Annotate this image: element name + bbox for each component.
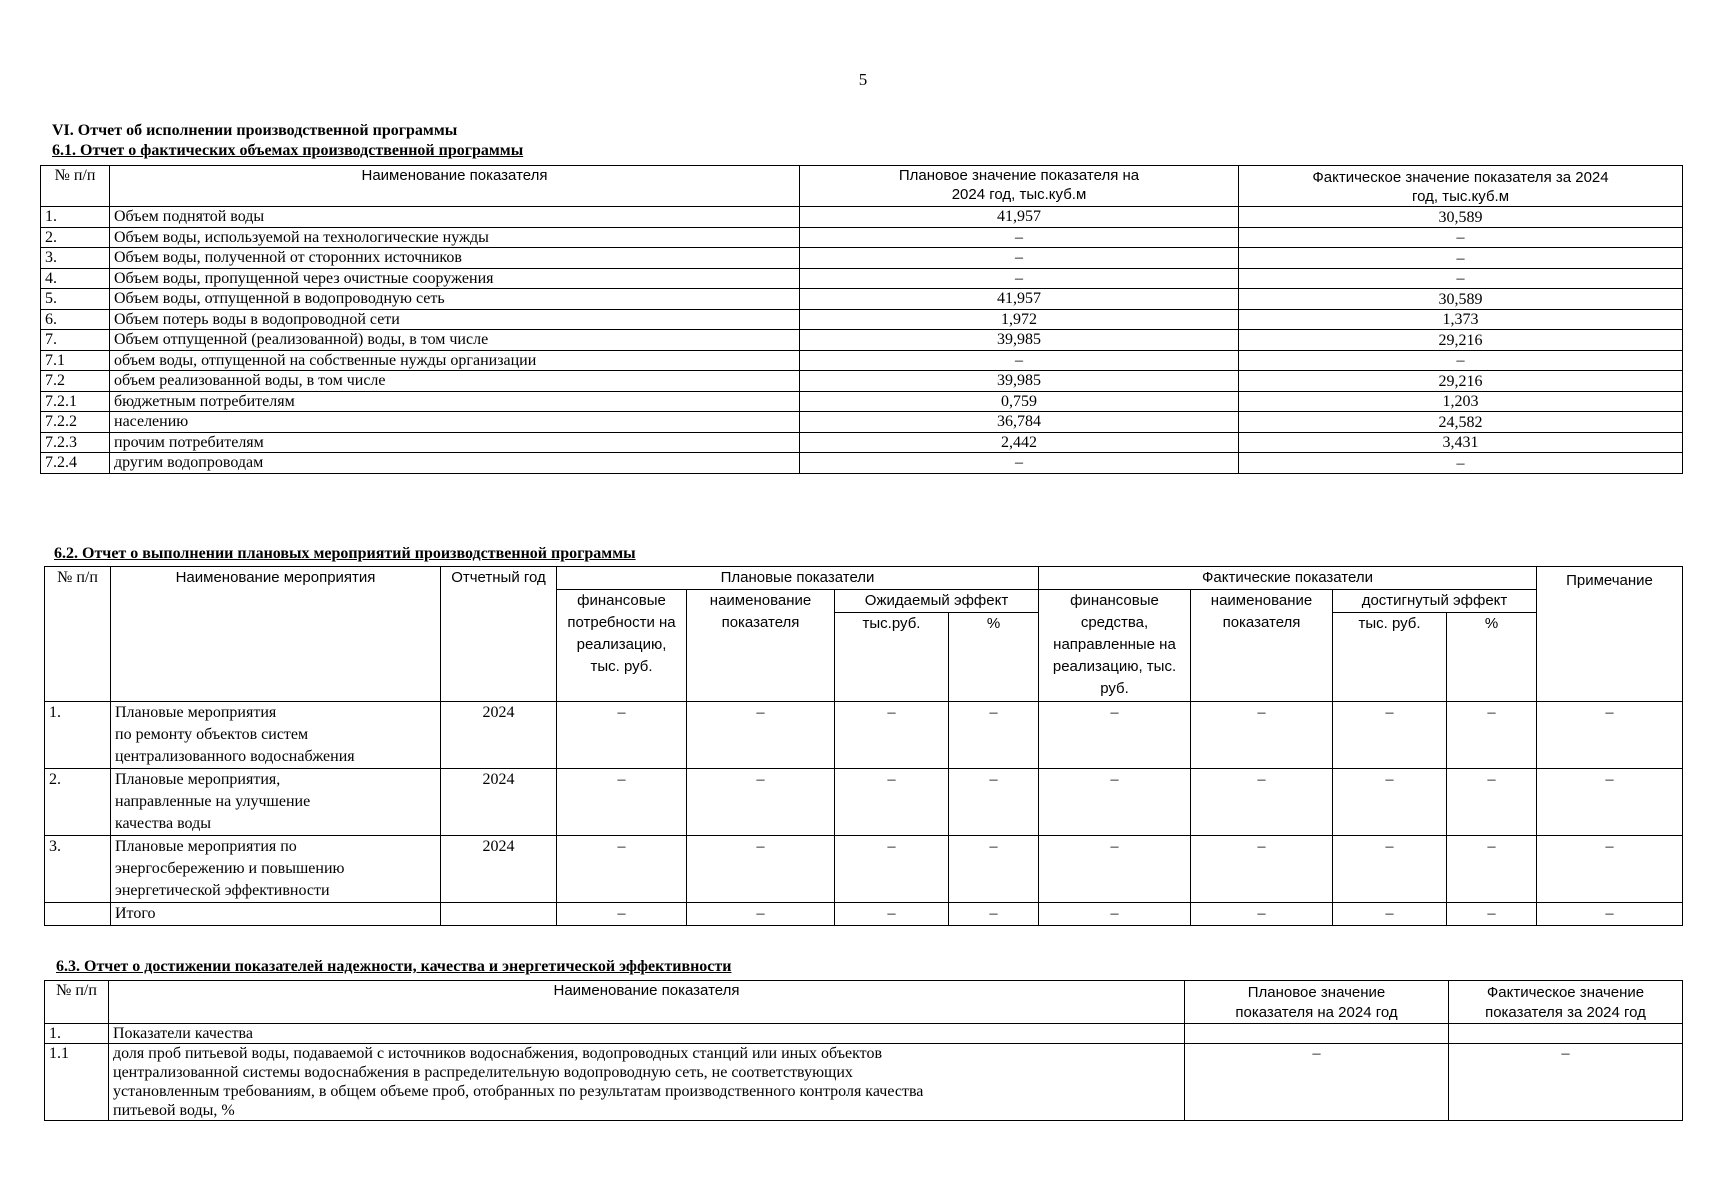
row-num: 3. [41, 248, 110, 269]
section-title: VI. Отчет об исполнении производственной программы [52, 122, 458, 139]
row-num: 1. [45, 702, 111, 769]
row-num: 1. [45, 1024, 109, 1044]
row-name: Объем воды, полученной от сторонних источников [110, 248, 800, 269]
row-fact: – [1239, 248, 1683, 269]
row-plan: – [800, 268, 1239, 289]
header-num: № п/п [45, 567, 111, 702]
table-row [41, 289, 1683, 310]
table-header-row [41, 166, 1683, 207]
row-plan [1185, 1024, 1449, 1044]
row-fact: 1,203 [1239, 391, 1683, 412]
row-name: Объем потерь воды в водопроводной сети [110, 309, 800, 330]
row-cell: – [1537, 769, 1683, 836]
table-row [41, 391, 1683, 412]
table-row [41, 309, 1683, 330]
row-plan: 41,957 [800, 289, 1239, 310]
table-row [41, 227, 1683, 248]
row-name: Объем воды, отпущенной в водопроводную сеть [110, 289, 800, 310]
total-cell: – [1447, 903, 1537, 926]
row-num: 5. [41, 289, 110, 310]
row-cell: – [949, 836, 1039, 903]
row-fact: 24,582 [1239, 412, 1683, 433]
row-cell: – [1537, 702, 1683, 769]
row-year: 2024 [441, 702, 557, 769]
total-cell: – [835, 903, 949, 926]
row-name [111, 769, 441, 836]
row-cell: – [557, 836, 687, 903]
row-name: населению [110, 412, 800, 433]
total-row [45, 903, 1683, 926]
row-name-line: централизованного водоснабжения [115, 748, 355, 765]
row-plan: 0,759 [800, 391, 1239, 412]
header-num: № п/п [41, 166, 110, 207]
table-header-row [45, 567, 1683, 590]
row-name: бюджетным потребителям [110, 391, 800, 412]
header-fact-fin: финансовые средства, направленные на реализацию, тыс. руб. [1039, 590, 1191, 702]
header-fact: Фактическое значение показателя за 2024 год [1449, 981, 1683, 1024]
row-name-line: питьевой воды, % [113, 1102, 235, 1119]
header-plan: Плановое значение показателя на 2024 год, тыс.куб.м [800, 166, 1239, 207]
row-num: 1. [41, 207, 110, 228]
row-plan: 41,957 [800, 207, 1239, 228]
row-name-line: энергетической эффективности [115, 882, 330, 899]
row-name: Объем отпущенной (реализованной) воды, в том числе [110, 330, 800, 351]
header-note: Примечание [1537, 567, 1683, 702]
row-cell: – [1039, 769, 1191, 836]
table-row [41, 453, 1683, 474]
row-cell: – [1333, 702, 1447, 769]
row-fact: – [1239, 453, 1683, 474]
row-cell: – [1191, 769, 1333, 836]
row-cell: – [949, 769, 1039, 836]
header-plan-group: Плановые показатели [557, 567, 1039, 590]
total-cell: – [1537, 903, 1683, 926]
header-fact-eff-pct: % [1447, 613, 1537, 702]
row-plan: – [800, 350, 1239, 371]
row-num: 2. [41, 227, 110, 248]
row-fact: 3,431 [1239, 432, 1683, 453]
row-fact [1449, 1024, 1683, 1044]
row-fact: 29,216 [1239, 330, 1683, 351]
row-cell: – [687, 702, 835, 769]
row-num: 7.2 [41, 371, 110, 392]
row-name: Объем воды, используемой на технологические нужды [110, 227, 800, 248]
row-name-line: установленным требованиям, в общем объеме проб, отобранных по результатам производственного контроля качества [113, 1083, 924, 1100]
total-cell: – [1039, 903, 1191, 926]
row-cell: – [557, 702, 687, 769]
header-plan-eff-rub: тыс.руб. [835, 613, 949, 702]
row-plan: – [800, 227, 1239, 248]
row-name [109, 1024, 1185, 1044]
table-row [41, 412, 1683, 433]
row-name-line: направленные на улучшение [115, 793, 311, 810]
table-row [41, 248, 1683, 269]
table-header-row [45, 981, 1683, 1024]
row-num: 1.1 [45, 1044, 109, 1121]
row-plan: 39,985 [800, 330, 1239, 351]
row-name-line: доля проб питьевой воды, подаваемой с источников водоснабжения, водопроводных станций или иных объектов [113, 1045, 882, 1062]
table-row [45, 1044, 1683, 1121]
row-cell: – [835, 769, 949, 836]
total-cell: – [949, 903, 1039, 926]
row-fact: 29,216 [1239, 371, 1683, 392]
row-name-line: Плановые мероприятия, [115, 771, 281, 788]
total-cell: – [1191, 903, 1333, 926]
table-row [45, 1024, 1683, 1044]
row-name: Объем воды, пропущенной через очистные сооружения [110, 268, 800, 289]
row-cell: – [1191, 702, 1333, 769]
volumes-table [40, 165, 1683, 474]
section-6-3-title: 6.3. Отчет о достижении показателей надежности, качества и энергетической эффективности [56, 958, 732, 975]
row-name [111, 702, 441, 769]
row-plan: 1,972 [800, 309, 1239, 330]
table-row [41, 268, 1683, 289]
header-plan: Плановое значение показателя на 2024 год [1185, 981, 1449, 1024]
row-num: 7.2.4 [41, 453, 110, 474]
row-name-line: по ремонту объектов систем [115, 726, 309, 743]
row-cell: – [1039, 836, 1191, 903]
total-year [441, 903, 557, 926]
row-name [109, 1044, 1185, 1121]
row-num: 4. [41, 268, 110, 289]
row-cell: – [949, 702, 1039, 769]
row-cell: – [1447, 702, 1537, 769]
header-fact-name: наименование показателя [1191, 590, 1333, 702]
page-number: 5 [858, 70, 868, 89]
activities-table [44, 566, 1683, 926]
row-name: объем воды, отпущенной на собственные нужды организации [110, 350, 800, 371]
total-num [45, 903, 111, 926]
row-plan: – [800, 453, 1239, 474]
header-fact-group: Фактические показатели [1039, 567, 1537, 590]
total-cell: – [687, 903, 835, 926]
row-cell: – [1191, 836, 1333, 903]
row-plan: – [800, 248, 1239, 269]
total-cell: – [1333, 903, 1447, 926]
section-6-1-title: 6.1. Отчет о фактических объемах производственной программы [52, 142, 524, 159]
row-num: 7.2.2 [41, 412, 110, 433]
row-fact: – [1239, 268, 1683, 289]
row-num: 3. [45, 836, 111, 903]
table-row [41, 207, 1683, 228]
row-num: 2. [45, 769, 111, 836]
row-year: 2024 [441, 769, 557, 836]
row-cell: – [1537, 836, 1683, 903]
row-name-line: Плановые мероприятия по [115, 838, 297, 855]
table-row [45, 769, 1683, 836]
row-cell: – [1333, 836, 1447, 903]
header-num: № п/п [45, 981, 109, 1024]
row-fact: – [1449, 1044, 1683, 1121]
row-num: 7.2.1 [41, 391, 110, 412]
row-name-line: Показатели качества [113, 1025, 253, 1042]
row-cell: – [835, 836, 949, 903]
row-year: 2024 [441, 836, 557, 903]
header-year: Отчетный год [441, 567, 557, 702]
row-plan: 36,784 [800, 412, 1239, 433]
row-plan: 2,442 [800, 432, 1239, 453]
row-num: 6. [41, 309, 110, 330]
header-name: Наименование мероприятия [111, 567, 441, 702]
header-plan-name: наименование показателя [687, 590, 835, 702]
table-row [45, 702, 1683, 769]
header-name: Наименование показателя [109, 981, 1185, 1024]
table-row [41, 432, 1683, 453]
row-cell: – [687, 836, 835, 903]
table-row [41, 330, 1683, 351]
quality-table [44, 980, 1683, 1121]
row-name: Объем поднятой воды [110, 207, 800, 228]
row-cell: – [557, 769, 687, 836]
header-plan-eff-pct: % [949, 613, 1039, 702]
row-name: другим водопроводам [110, 453, 800, 474]
row-cell: – [835, 702, 949, 769]
header-plan-fin: финансовые потребности на реализацию, тыс. руб. [557, 590, 687, 702]
row-fact: – [1239, 350, 1683, 371]
row-cell: – [1447, 769, 1537, 836]
header-fact: Фактическое значение показателя за 2024 год, тыс.куб.м [1239, 166, 1683, 207]
header-fact-effect: достигнутый эффект [1333, 590, 1537, 613]
row-num: 7.1 [41, 350, 110, 371]
row-name: прочим потребителям [110, 432, 800, 453]
row-cell: – [1333, 769, 1447, 836]
row-name-line: энергосбережению и повышению [115, 860, 345, 877]
row-name-line: качества воды [115, 815, 211, 832]
total-name: Итого [111, 903, 441, 926]
row-fact: – [1239, 227, 1683, 248]
row-fact: 30,589 [1239, 207, 1683, 228]
row-name [111, 836, 441, 903]
row-num: 7.2.3 [41, 432, 110, 453]
row-plan: 39,985 [800, 371, 1239, 392]
row-fact: 1,373 [1239, 309, 1683, 330]
table-row [45, 836, 1683, 903]
row-name: объем реализованной воды, в том числе [110, 371, 800, 392]
header-plan-effect: Ожидаемый эффект [835, 590, 1039, 613]
table-row [41, 371, 1683, 392]
row-name-line: Плановые мероприятия [115, 704, 277, 721]
row-cell: – [687, 769, 835, 836]
header-fact-eff-rub: тыс. руб. [1333, 613, 1447, 702]
row-num: 7. [41, 330, 110, 351]
table-row [41, 350, 1683, 371]
row-fact: 30,589 [1239, 289, 1683, 310]
row-cell: – [1447, 836, 1537, 903]
row-cell: – [1039, 702, 1191, 769]
row-plan: – [1185, 1044, 1449, 1121]
header-name: Наименование показателя [110, 166, 800, 207]
row-name-line: централизованной системы водоснабжения в распределительную водопроводную сеть, не соответствующих [113, 1064, 853, 1081]
section-6-2-title: 6.2. Отчет о выполнении плановых мероприятий производственной программы [54, 545, 636, 562]
total-cell: – [557, 903, 687, 926]
